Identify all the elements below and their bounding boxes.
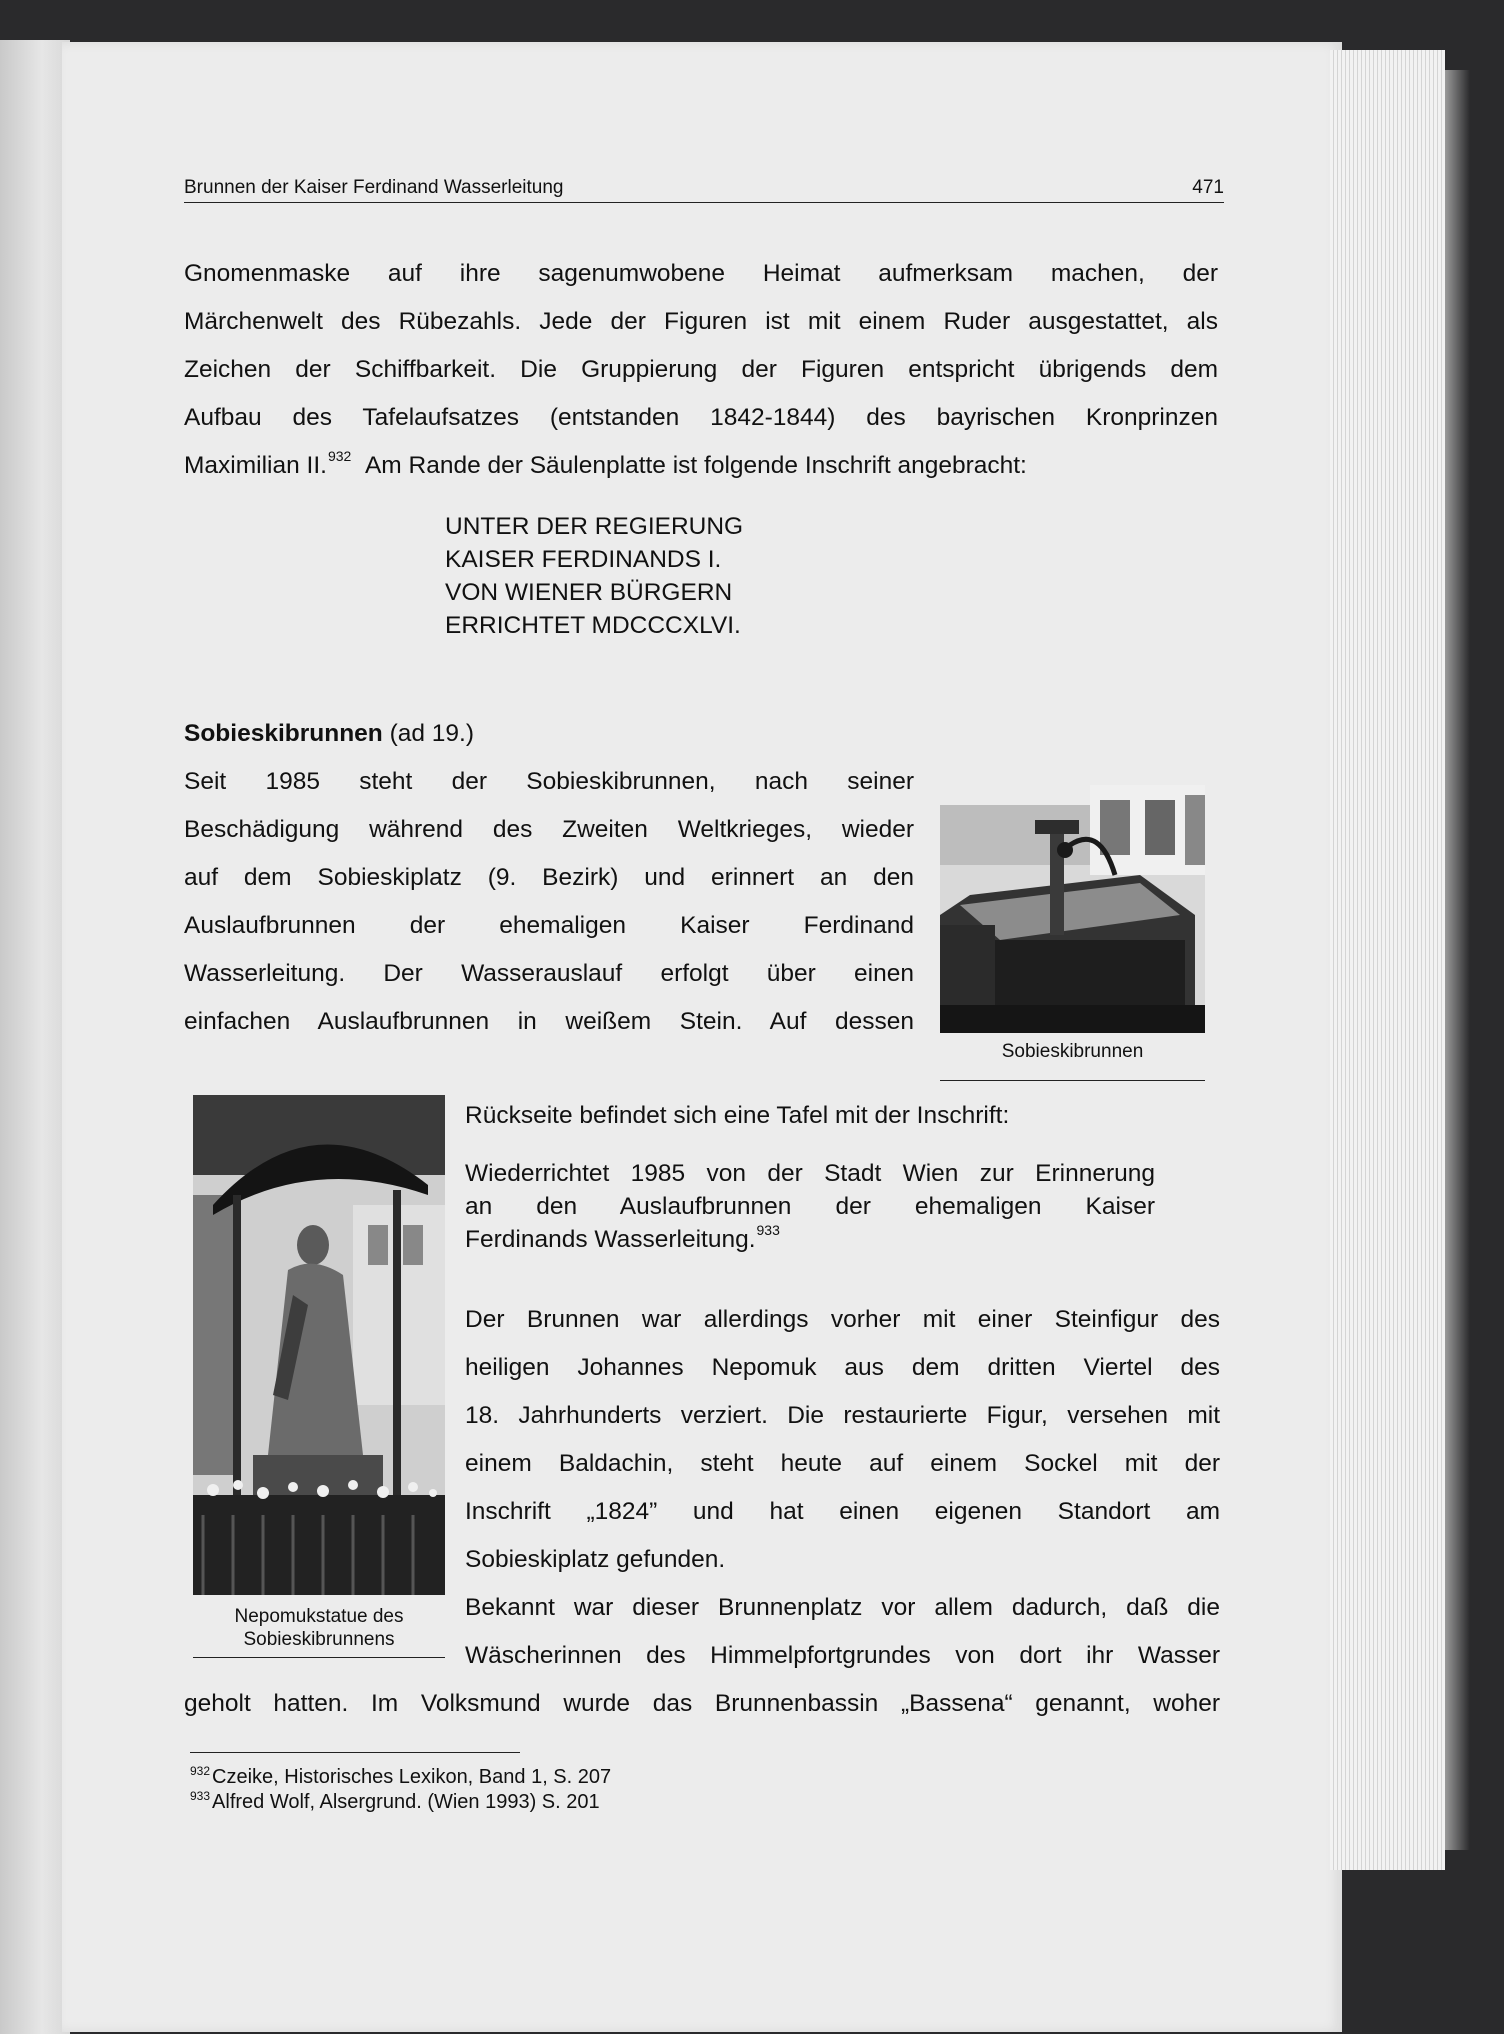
tafel-line-3 (465, 1223, 1155, 1256)
section-title: Sobieskibrunnen (184, 720, 383, 747)
tafel-line-2: an den Auslaufbrunnen der ehemaligen Kaiser (465, 1193, 1155, 1220)
footnote-932-text: Czeike, Historisches Lexikon, Band 1, S. 207 (212, 1766, 612, 1788)
footnote-933 (190, 1790, 611, 1815)
top-paragraph-line-5 (184, 442, 1218, 490)
footnote-933-number: 933 (190, 1789, 211, 1803)
bassena-line-1: Bekannt war dieser Brunnenplatz vor allem dadurch, daß die (465, 1594, 1220, 1621)
nepomuk-line-5: Inschrift „1824” und hat einen eigenen Standort am (465, 1498, 1220, 1525)
top-paragraph-line-4: Aufbau des Tafelaufsatzes (entstanden 1842-1844) des bayrischen Kronprinzen (184, 404, 1218, 431)
sobieski-line-2: Beschädigung während des Zweiten Weltkrieges, wieder (184, 816, 914, 843)
sobieski-line-6: einfachen Auslaufbrunnen in weißem Stein. Auf dessen (184, 1008, 914, 1035)
sobieski-line-1: Seit 1985 steht der Sobieskibrunnen, nach seiner (184, 768, 914, 795)
sobieski-line-5: Wasserleitung. Der Wasserauslauf erfolgt über einen (184, 960, 914, 987)
sobieski-line-3: auf dem Sobieskiplatz (9. Bezirk) und erinnert an den (184, 864, 914, 891)
bassena-line-3: geholt hatten. Im Volksmund wurde das Brunnenbassin „Bassena“ genannt, woher (184, 1690, 1220, 1717)
photo-nepomukstatue (193, 1095, 445, 1595)
footnote-933-text: Alfred Wolf, Alsergrund. (Wien 1993) S. 201 (212, 1791, 600, 1813)
footnote-932-number: 932 (190, 1764, 211, 1778)
nepomuk-line-2: heiligen Johannes Nepomuk aus dem dritten Viertel des (465, 1354, 1220, 1381)
footnote-932 (190, 1765, 611, 1790)
nepomuk-line-1: Der Brunnen war allerdings vorher mit einer Steinfigur des (465, 1306, 1220, 1333)
inscription-line-2: KAISER FERDINANDS I. (445, 546, 722, 573)
section-ref: (ad 19.) (389, 720, 475, 747)
running-header (184, 172, 1224, 203)
section-heading (184, 710, 474, 758)
footnote-separator (190, 1752, 520, 1753)
caption-nepomukstatue (193, 1605, 445, 1651)
top-paragraph-line-1: Gnomenmaske auf ihre sagenumwobene Heimat aufmerksam machen, der (184, 260, 1218, 287)
page-number: 471 (1192, 177, 1224, 198)
footnotes (190, 1765, 611, 1815)
nepomuk-line-6: Sobieskiplatz gefunden. (465, 1546, 726, 1573)
inscription-block (445, 510, 743, 642)
caption-rule-2 (193, 1657, 445, 1658)
caption-rule-1 (940, 1080, 1205, 1081)
top-paragraph-line-5-start: Maximilian II. (184, 452, 327, 479)
tafel-line-3-text: Ferdinands Wasserleitung. (465, 1226, 756, 1253)
tafel-intro: Rückseite befindet sich eine Tafel mit der Inschrift: (465, 1102, 1010, 1129)
sobieski-line-4: Auslaufbrunnen der ehemaligen Kaiser Ferdinand (184, 912, 914, 939)
caption-sobieskibrunnen: Sobieskibrunnen (1001, 1041, 1144, 1062)
top-paragraph-line-5-end: Am Rande der Säulenplatte ist folgende Inschrift angebracht: (364, 452, 1027, 479)
tafel-line-1: Wiederrichtet 1985 von der Stadt Wien zur Erinnerung (465, 1160, 1155, 1187)
footnote-ref-932: 932 (327, 448, 352, 464)
fountain-photo-illustration (940, 765, 1205, 1033)
nepomuk-line-3: 18. Jahrhunderts verziert. Die restaurierte Figur, versehen mit (465, 1402, 1220, 1429)
photo-sobieskibrunnen (940, 765, 1205, 1033)
running-header-title: Brunnen der Kaiser Ferdinand Wasserleitung (184, 177, 564, 198)
top-paragraph-line-2: Märchenwelt des Rübezahls. Jede der Figuren ist mit einem Ruder ausgestattet, als (184, 308, 1218, 335)
inscription-line-3: VON WIENER BÜRGERN (445, 579, 733, 606)
caption-nepomukstatue-line-2: Sobieskibrunnens (243, 1629, 395, 1650)
bassena-line-2: Wäscherinnen des Himmelpfortgrundes von dort ihr Wasser (465, 1642, 1220, 1669)
nepomuk-line-4: einem Baldachin, steht heute auf einem Sockel mit der (465, 1450, 1220, 1477)
statue-photo-illustration (193, 1095, 445, 1595)
inscription-line-4: ERRICHTET MDCCCXLVI. (445, 612, 741, 639)
top-paragraph-line-3: Zeichen der Schiffbarkeit. Die Gruppierung der Figuren entspricht übrigends dem (184, 356, 1218, 383)
inscription-line-1: UNTER DER REGIERUNG (445, 513, 744, 540)
footnote-ref-933: 933 (756, 1222, 780, 1238)
caption-nepomukstatue-line-1: Nepomukstatue des (234, 1606, 404, 1627)
show-through-text (190, 500, 196, 526)
